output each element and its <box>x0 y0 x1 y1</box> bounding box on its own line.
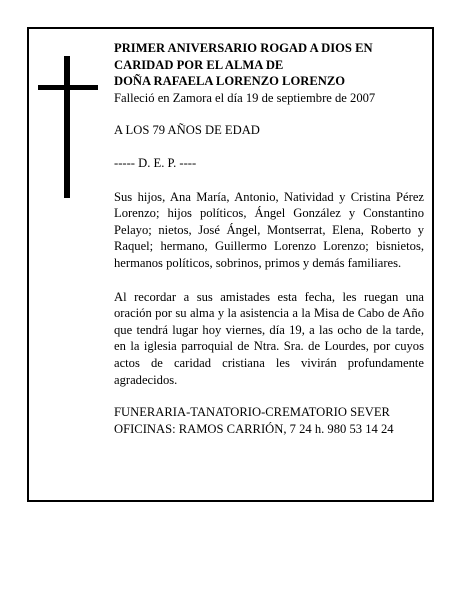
invitation-paragraph: Al recordar a sus amistades esta fecha, les ruegan una oración por su alma y la asistencia a la Misa de Cabo de Año que tendrá lugar hoy viernes, día 19, a las ocho de la tarde, en la iglesia parroquial de Ntra. Sra. de Lourdes, por cuyos actos de caridad cristiana les vivirán profundamente agradecidos. <box>114 289 424 387</box>
cross-horizontal-bar <box>38 85 98 90</box>
rip-line: ----- D. E. P. ---- <box>114 155 197 170</box>
heading-line-3: DOÑA RAFAELA LORENZO LORENZO <box>114 74 346 89</box>
family-paragraph: Sus hijos, Ana María, Antonio, Natividad y Cristina Pérez Lorenzo; hijos políticos, Ángel González y Constantino Pelayo; nietos, José Ángel, Montserrat, Elena, Roberto y Raquel; hermano, Guillermo Lorenzo Lorenzo; bisnietos, hermanos políticos, sobrinos, primos y demás familiares. <box>114 189 424 270</box>
notice-content <box>114 40 424 437</box>
latin-cross-icon <box>38 56 98 198</box>
funeral-home: FUNERARIA-TANATORIO-CREMATORIO SEVER <box>114 405 390 420</box>
death-info: Falleció en Zamora el día 19 de septiembre de 2007 <box>114 90 376 105</box>
age-line: A LOS 79 AÑOS DE EDAD <box>114 123 260 138</box>
cross-vertical-bar <box>64 56 70 198</box>
heading-line-1: PRIMER ANIVERSARIO ROGAD A DIOS EN <box>114 41 373 55</box>
offices-line: OFICINAS: RAMOS CARRIÓN, 7 24 h. 980 53 14 24 <box>114 421 394 436</box>
heading-line-2: CARIDAD POR EL ALMA DE <box>114 57 284 72</box>
